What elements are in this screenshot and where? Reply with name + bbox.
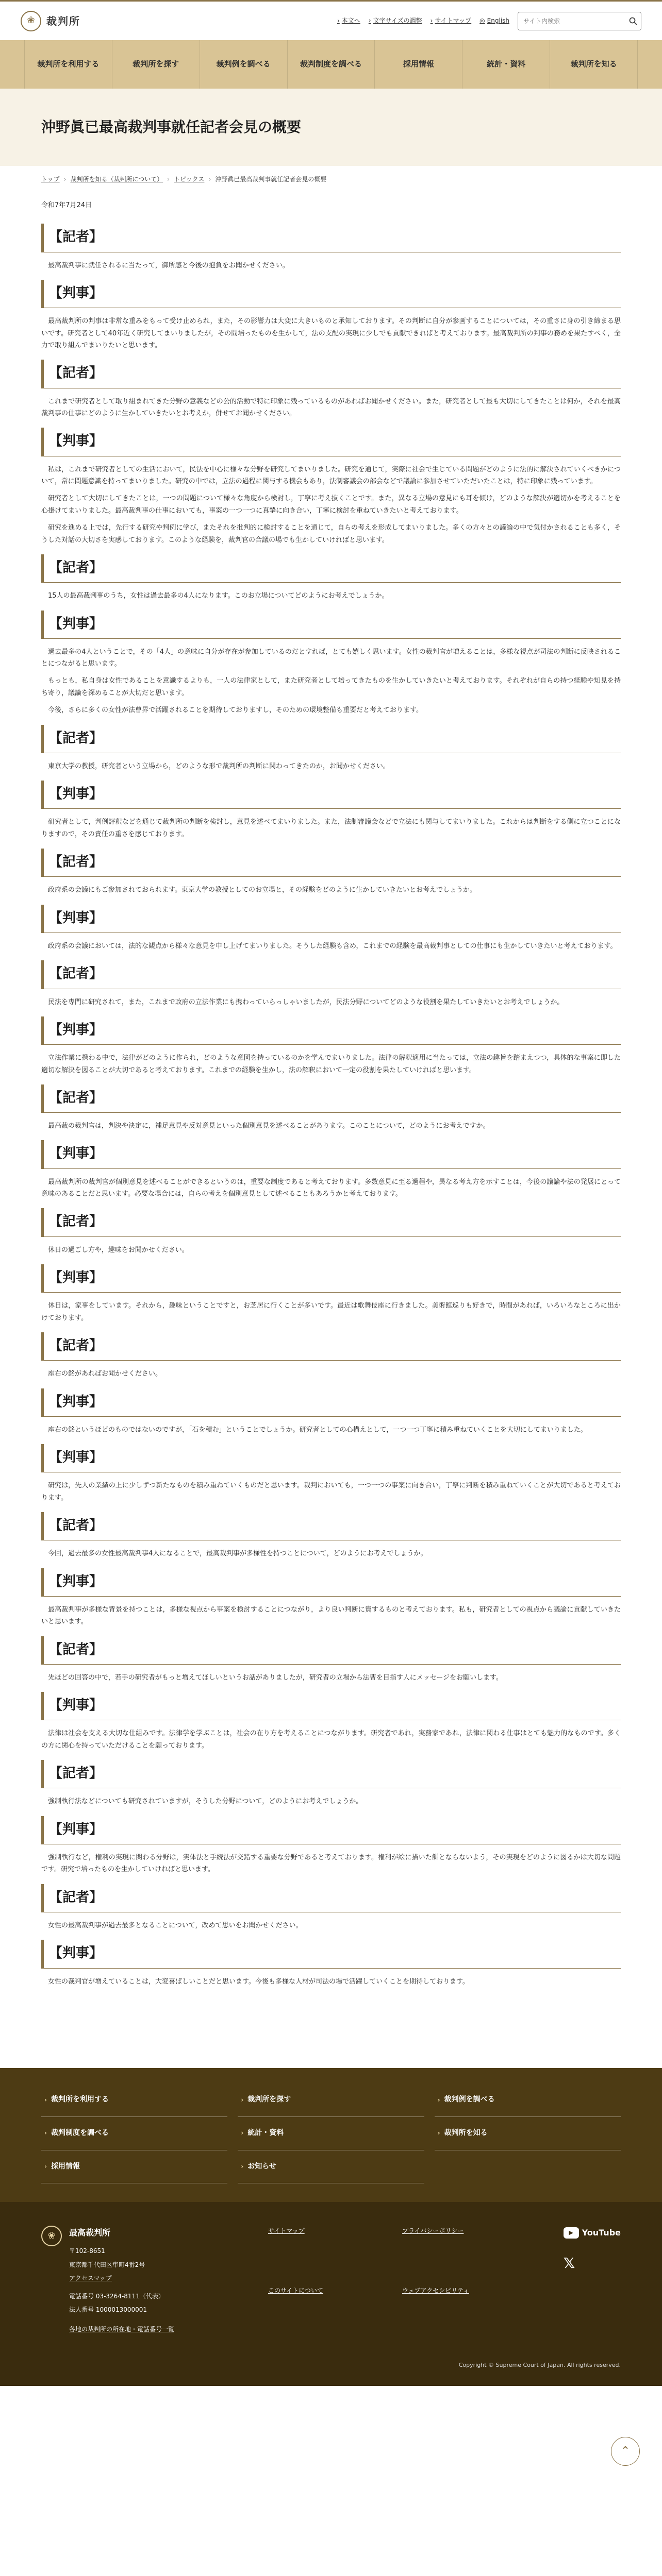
footer-sns	[564, 2226, 621, 2338]
qa-paragraph: 15人の最高裁判事のうち，女性は過去最多の4人になります。このお立場についてどのようにお考えでしょうか。	[48, 592, 389, 600]
speaker-heading: 【記者】	[41, 1760, 621, 1788]
speaker-heading: 【記者】	[41, 1208, 621, 1236]
breadcrumb-separator-icon: ›	[63, 176, 67, 183]
qa-paragraph: 研究者として，判例評釈などを通じて裁判所の判断を検討し，意見を述べてまいりました。また，法制審議会などで立法にも関与してまいりました。これからは判断をする側に立つことになりますので，その責任の重さを感じております。	[41, 818, 621, 838]
speaker-heading: 【判事】	[41, 1816, 621, 1844]
footer-nav-label: 統計・資料	[247, 2128, 284, 2137]
english-link[interactable]: ◎ English	[479, 15, 509, 26]
chevron-right-icon: ›	[437, 2129, 440, 2137]
speaker-heading: 【記者】	[41, 224, 621, 252]
chevron-right-icon: ›	[44, 2129, 47, 2137]
qa-paragraph: 女性の裁判官が増えていることは，大変喜ばしいことだと思います。今後も多様な人材が司法の場で活躍していくことを期待しております。	[48, 1977, 469, 1986]
utility-nav	[337, 12, 641, 30]
breadcrumb-topics[interactable]: トピックス	[174, 176, 205, 183]
gnav-statistics[interactable]: 統計・資料	[462, 40, 550, 89]
qa-paragraph: 過去最多の4人ということで，その「4人」の意味に自分が存在が参加しているのだとすれば，とても嬉しく思います。女性の裁判官が増えることは，多様な視点が司法の判断に反映されることにつながると思います。	[41, 648, 621, 668]
qa-paragraph: 座右の銘というほどのものではないのですが，「石を積む」ということでしょうか。研究者としての心構えとして，一つ一つ丁寧に積み重ねていくことを大切にしてまいりました。	[48, 1426, 587, 1434]
qa-paragraph: 最高裁判事が多様な背景を持つことは，多様な視点から事案を検討することにつながり，より良い判断に資するものと考えております。私も，研究者としての視点から議論に貢献していきたいと思います。	[41, 1605, 621, 1626]
qa-paragraph: 休日の過ごし方や，趣味をお聞かせください。	[48, 1246, 189, 1254]
qa-paragraph: これまで研究者として取り組まれてきた分野の意義などの公的活動で特に印象に残っているものがあればお聞かせください。また，研究者として最も大切にしてきたことは何か，それを最高裁判事の仕事にどのように生かしていきたいとお考えか，併せてお聞かせください。	[41, 397, 621, 417]
speaker-heading: 【判事】	[41, 781, 621, 809]
speaker-heading: 【判事】	[41, 1388, 621, 1417]
qa-paragraph: 立法作業に携わる中で，法律がどのように作られ，どのような意図を持っているのかを学んでまいりました。法律の解釈適用に当たっては，立法の趣旨を踏まえつつ，具体的な事案に即した適切な解決を図ることが大切であると考えております。これまでの経験を生かし，法の解釈において一定の役割を果たしていければと思います。	[41, 1054, 621, 1074]
qa-block	[41, 554, 621, 602]
footer-nav-item[interactable]	[41, 2117, 227, 2150]
qa-paragraph: 最高裁判所の判事は非常な重みをもって受け止められ，また，その影響力は大変に大きいものと承知しております。その判断に自分が参画することについては，その重さに身の引き締まる思いです。研究者として40年近く研究してまいりましたが，その間培ったものを生かして，法の支配の実現に少しでも貢献できればと考えております。最高裁判所の判事の務めを果たすべく，全力で取り組んでまいりたいと思います。	[41, 317, 621, 350]
court-seal-icon: ❀	[21, 11, 41, 31]
breadcrumb-top[interactable]: トップ	[41, 176, 60, 183]
gnav-case-search[interactable]: 裁判例を調べる	[200, 40, 287, 89]
footer-nav-item[interactable]	[238, 2083, 424, 2117]
speaker-heading: 【記者】	[41, 360, 621, 388]
chevron-right-icon: ›	[337, 17, 340, 25]
footer-accessibility-link[interactable]: ウェブアクセシビリティ	[402, 2287, 469, 2295]
main-content	[0, 193, 662, 2011]
footer-privacy-link[interactable]: プライバシーポリシー	[402, 2227, 464, 2235]
qa-paragraph: 今回，過去最多の女性最高裁判事4人になることで，最高裁判事が多様性を持つことについて，どのようにお考えでしょうか。	[48, 1550, 427, 1558]
page-title: 沖野眞已最高裁判事就任記者会見の概要	[41, 118, 302, 136]
qa-paragraph: 研究を進める上では，先行する研究や判例に学び，またそれを批判的に検討することを通じて，自らの考えを形成してまいりました。多くの方々との議論の中で気付かされることも多く，そうした対話の大切さを実感しております。このような経験を，裁判官の合議の場でも生かしていければと思います。	[41, 524, 621, 544]
footer-zip: 〒102-8651	[69, 2247, 105, 2255]
breadcrumb-current: 沖野眞已最高裁判事就任記者会見の概要	[215, 176, 327, 183]
qa-block	[41, 960, 621, 1008]
qa-paragraph: 休日は，家事をしています。それから，趣味ということですと，お芝居に行くことが多いです。最近は歌舞伎座に行きました。美術館巡りも好きで，時間があれば，いろいろなところに出かけております。	[41, 1302, 621, 1322]
qa-block	[41, 1016, 621, 1076]
back-to-top-button[interactable]	[611, 2437, 640, 2466]
chevron-right-icon: ›	[44, 2096, 47, 2104]
footer-sitemap-link[interactable]: サイトマップ	[268, 2227, 305, 2235]
speaker-heading: 【記者】	[41, 1084, 621, 1113]
chevron-right-icon: ›	[437, 2096, 440, 2104]
globe-icon: ◎	[479, 17, 485, 25]
font-size-link[interactable]: › 文字サイズの調整	[369, 15, 422, 26]
footer-nav-item[interactable]	[41, 2083, 227, 2117]
qa-paragraph: 法律は社会を支える大切な仕組みです。法律学を学ぶことは，社会の在り方を考えることにつながります。研究者であれ，実務家であれ，法律に関わる仕事はとても魅力的なものです。多くの方に関心を持っていただけることを願っております。	[41, 1730, 621, 1750]
publish-date: 令和7年7月24日	[41, 201, 92, 210]
speaker-heading: 【判事】	[41, 1444, 621, 1472]
qa-block	[41, 1388, 621, 1436]
footer-nav-label: 裁判所を探す	[247, 2095, 291, 2104]
speaker-heading: 【判事】	[41, 1140, 621, 1168]
gnav-judicial-system[interactable]: 裁判制度を調べる	[287, 40, 375, 89]
qa-block	[41, 224, 621, 272]
qa-block	[41, 1568, 621, 1628]
speaker-heading: 【判事】	[41, 428, 621, 456]
speaker-heading: 【記者】	[41, 849, 621, 877]
speaker-heading: 【記者】	[41, 554, 621, 583]
footer-nav-item[interactable]	[41, 2150, 227, 2184]
speaker-heading: 【判事】	[41, 1016, 621, 1045]
qa-block	[41, 1140, 621, 1200]
gnav-about[interactable]: 裁判所を知る	[550, 40, 638, 89]
gnav-use-court[interactable]: 裁判所を利用する	[24, 40, 112, 89]
speaker-heading: 【記者】	[41, 1332, 621, 1361]
qa-paragraph: 座右の銘があればお聞かせください。	[48, 1370, 162, 1378]
footer-nav-label: お知らせ	[247, 2162, 276, 2171]
speaker-heading: 【判事】	[41, 280, 621, 308]
qa-block	[41, 611, 621, 717]
footer-nav-label: 裁判所を知る	[444, 2128, 488, 2137]
qa-block	[41, 781, 621, 840]
qa-block	[41, 1332, 621, 1380]
qa-list	[41, 224, 621, 1987]
qa-block	[41, 1264, 621, 1324]
qa-paragraph: 政府系の会議においては，法的な観点から様々な意見を申し上げてまいりました。そうした経験も含め，これまでの経験を最高裁判事としての仕事にも生かしていきたいと考えております。	[48, 942, 617, 950]
search-icon[interactable]	[628, 16, 638, 26]
breadcrumb	[0, 166, 662, 193]
speaker-heading: 【判事】	[41, 1568, 621, 1597]
search-box	[518, 12, 641, 30]
page-hero	[0, 89, 662, 166]
footer-nav-label: 採用情報	[51, 2162, 80, 2171]
footer-tel: 電話番号 03-3264-8111（代表）	[69, 2292, 164, 2300]
search-input[interactable]	[523, 18, 628, 25]
speaker-heading: 【記者】	[41, 725, 621, 753]
footer-nav-item[interactable]	[238, 2150, 424, 2184]
copyright: Copyright © Supreme Court of Japan. All rights reserved.	[458, 2361, 621, 2368]
x-twitter-icon[interactable]: 𝕏	[563, 2255, 575, 2272]
qa-block	[41, 1884, 621, 1932]
qa-block	[41, 1760, 621, 1808]
chevron-right-icon: ›	[44, 2163, 47, 2171]
qa-block	[41, 360, 621, 419]
qa-block	[41, 725, 621, 773]
qa-paragraph: 最高裁判所の裁判官が個別意見を述べることができるというのは，重要な制度であると考えております。多数意見に至る過程や，異なる考え方を示すことは，今後の議論や法の発展にとって意味のあることだと思います。必要な場合には，自らの考えを個別意見として述べることもあろうかと考えております。	[41, 1178, 621, 1198]
chevron-up-icon: ⌃	[620, 2445, 631, 2458]
speaker-heading: 【判事】	[41, 1264, 621, 1293]
qa-paragraph: 女性の最高裁判事が過去最多となることについて，改めて思いをお聞かせください。	[48, 1921, 303, 1929]
footer-corp-no: 法人番号 1000013000001	[69, 2306, 147, 2314]
breadcrumb-separator-icon: ›	[167, 176, 170, 183]
global-nav	[0, 40, 662, 89]
chevron-right-icon: ›	[241, 2096, 244, 2104]
footer-nav-item[interactable]	[435, 2117, 621, 2150]
qa-paragraph: 研究者として大切にしてきたことは，一つの問題について様々な角度から検討し，丁寧に考え抜くことです。また，異なる立場の意見にも耳を傾け，どのような解決が適切かを考えることを心掛けてまいりました。最高裁判事の仕事においても，事案の一つ一つに真摯に向き合い，丁寧に検討を重ねていきたいと考えております。	[41, 495, 621, 515]
speaker-heading: 【記者】	[41, 960, 621, 989]
qa-block	[41, 1444, 621, 1504]
qa-block	[41, 1692, 621, 1752]
speaker-heading: 【判事】	[41, 611, 621, 639]
qa-block	[41, 1940, 621, 1988]
footer-nav-label: 裁判所を利用する	[51, 2095, 109, 2104]
chevron-right-icon: ›	[368, 17, 371, 25]
qa-block	[41, 849, 621, 896]
gnav-find-court[interactable]: 裁判所を探す	[112, 40, 200, 89]
skip-to-content-link[interactable]: › 本文へ	[337, 15, 360, 26]
youtube-link[interactable]: ▶ YouTube	[564, 2226, 621, 2240]
footer-nav-item[interactable]	[435, 2083, 621, 2117]
qa-paragraph: 私は，これまで研究者としての生活において，民法を中心に様々な分野を研究してまいりました。研究を通じて，実際に社会で生じている問題がどのように法的に解決されていくべきかについて，常に問題意識を持ってまいりました。研究の中では，立法の過程に関与する機会もあり，法制審議会の部会などで議論に参加させていただいたことは，特に印象に残っています。	[41, 465, 621, 485]
logo-text: 裁判所	[46, 14, 80, 27]
footer-map-link[interactable]: アクセスマップ	[69, 2275, 112, 2282]
footer-org	[41, 2226, 206, 2338]
qa-paragraph: 今後，さらに多くの女性が法曹界で活躍されることを期待しておりますし，そのための環境整備も重要だと考えております。	[48, 706, 423, 715]
footer-nav	[0, 2068, 662, 2202]
gnav-recruit[interactable]: 採用情報	[374, 40, 462, 89]
footer-about-site-link[interactable]: このサイトについて	[268, 2287, 323, 2295]
qa-block	[41, 280, 621, 351]
footer-nav-label: 裁判例を調べる	[444, 2095, 495, 2104]
speaker-heading: 【判事】	[41, 905, 621, 933]
qa-paragraph: 最高裁の裁判官は，判決や決定に，補足意見や反対意見といった個別意見を述べることがあります。このことについて，どのようにお考えですか。	[48, 1122, 490, 1130]
qa-block	[41, 1636, 621, 1684]
qa-paragraph: もっとも，私自身は女性であることを意識するよりも，一人の法律家として，また研究者として培ってきたものを生かしていきたいと考えております。それぞれが自らの持つ経験や知見を持ち寄り，議論を深めることが大切だと思います。	[41, 677, 621, 697]
speaker-heading: 【判事】	[41, 1940, 621, 1968]
footer-nav-label: 裁判制度を調べる	[51, 2128, 109, 2137]
qa-paragraph: 最高裁判事に就任されるに当たって，御所感と今後の抱負をお聞かせください。	[48, 261, 289, 269]
sitemap-link[interactable]: › サイトマップ	[431, 15, 472, 26]
qa-block	[41, 1084, 621, 1132]
speaker-heading: 【記者】	[41, 1884, 621, 1912]
breadcrumb-about[interactable]: 裁判所を知る（裁判所について）	[70, 176, 163, 183]
court-seal-icon: ❀	[41, 2226, 62, 2246]
qa-paragraph: 先ほどの回答の中で，若手の研究者がもっと増えてほしいというお話がありましたが，研究者の立場から法曹を目指す人にメッセージをお願いします。	[48, 1673, 503, 1682]
qa-block	[41, 1208, 621, 1256]
qa-paragraph: 民法を専門に研究されて，また，これまで政府の立法作業にも携わっていらっしゃいましたが，民法分野についてどのような役割を果たしていきたいとお考えでしょうか。	[48, 998, 564, 1006]
chevron-right-icon: ›	[241, 2163, 244, 2171]
chevron-right-icon: ›	[241, 2129, 244, 2137]
qa-paragraph: 政府系の会議にもご参加されておられます。東京大学の教授としてのお立場と，その経験をどのように生かしていきたいとお考えでしょうか。	[48, 886, 476, 894]
qa-paragraph: 研究は，先人の業績の上に少しずつ新たなものを積み重ねていくものだと思います。裁判においても，一つ一つの事案に向き合い，丁寧に判断を積み重ねていくことが大切であると考えております。	[41, 1482, 621, 1502]
speaker-heading: 【記者】	[41, 1636, 621, 1665]
qa-block	[41, 1816, 621, 1876]
qa-block	[41, 428, 621, 546]
footer-links	[268, 2226, 505, 2338]
qa-block	[41, 905, 621, 953]
qa-block	[41, 1512, 621, 1560]
qa-paragraph: 強制執行など，権利の実現に関わる分野は，実体法と手続法が交錯する重要な分野であると考えております。権利が絵に描いた餅とならないよう，その実現をどのように図るかは大切な問題です。研究で培ったものを生かしていければと思います。	[41, 1853, 621, 1874]
chevron-right-icon: ›	[430, 17, 433, 25]
site-header	[0, 0, 662, 40]
youtube-icon: ▶	[564, 2227, 579, 2239]
footer-org-name: 最高裁判所	[69, 2228, 111, 2238]
footer-address: 東京都千代田区隼町4番2号	[69, 2261, 145, 2268]
qa-paragraph: 強制執行法などについても研究されていますが，そうした分野について，どのようにお考えでしょうか。	[48, 1798, 363, 1806]
speaker-heading: 【判事】	[41, 1692, 621, 1720]
site-footer	[0, 2202, 662, 2385]
footer-nav-item[interactable]	[238, 2117, 424, 2150]
speaker-heading: 【記者】	[41, 1512, 621, 1540]
footer-courts-list-link[interactable]: 各地の裁判所の所在地・電話番号一覧	[69, 2326, 175, 2333]
qa-paragraph: 東京大学の教授，研究者という立場から，どのような形で裁判所の判断に関わってきたのか，お聞かせください。	[48, 762, 390, 770]
breadcrumb-separator-icon: ›	[208, 176, 211, 183]
site-logo[interactable]	[21, 11, 80, 31]
